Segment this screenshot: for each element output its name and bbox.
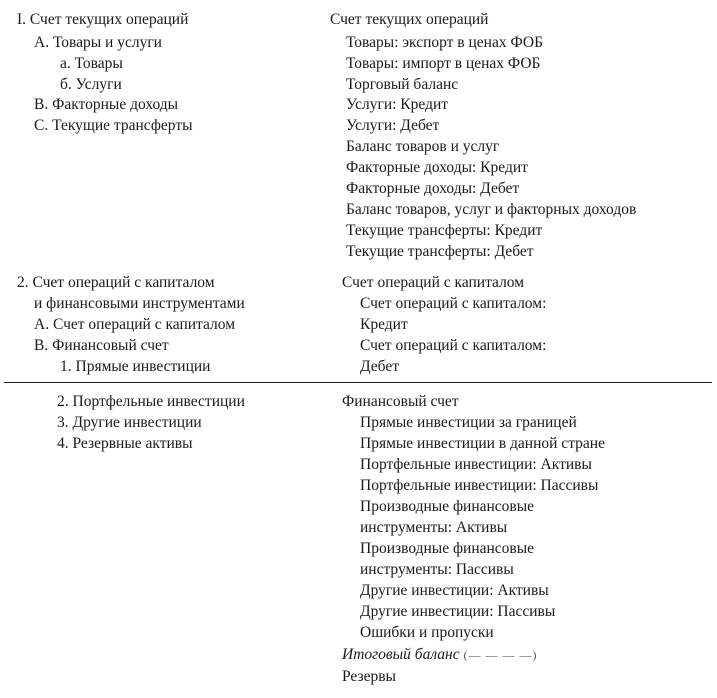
overall-balance-note: (— — — —) [463,648,538,662]
goods-services-balance-line: Баланс товаров и услуг [346,138,500,155]
derivatives-liabilities-line: инструменты: Пассивы [360,561,514,578]
factor-income-credit-line: Факторные доходы: Кредит [346,159,528,176]
goods-label: а. Товары [60,55,123,72]
financial-instruments-label: и финансовыми инструментами [34,295,245,312]
goods-exports-line: Товары: экспорт в ценах ФОБ [346,34,544,51]
derivatives-liabilities-title-line: Производные финансовые [360,540,535,557]
derivatives-assets-title-line: Производные финансовые [360,498,535,515]
services-label: б. Услуги [60,76,122,93]
direct-investment-label: 1. Прямые инвестиции [60,358,211,375]
capital-credit-title-line: Счет операций с капиталом: [360,295,547,312]
other-investment-liabilities-line: Другие инвестиции: Пассивы [360,603,556,620]
financial-account-right-heading: Финансовый счет [342,393,459,410]
other-investment-label: 3. Другие инвестиции [57,414,202,431]
capital-credit-line: Кредит [360,316,408,333]
capital-operations-label: А. Счет операций с капиталом [34,316,236,333]
trade-balance-line: Торговый баланс [346,76,459,93]
other-investment-assets-line: Другие инвестиции: Активы [360,582,549,599]
current-account-heading: I. Счет текущих операций [17,11,189,28]
factor-income-label: В. Факторные доходы [34,96,179,113]
portfolio-investment-label: 2. Портфельные инвестиции [57,393,245,410]
reserve-assets-label: 4. Резервные активы [57,435,193,452]
overall-balance-line [342,645,537,665]
overall-balance-label: Итоговый баланс [342,646,460,663]
transfers-debit-line: Текущие трансферты: Дебет [346,243,534,260]
transfers-credit-line: Текущие трансферты: Кредит [346,222,543,239]
direct-investment-abroad-line: Прямые инвестиции за границей [360,414,577,431]
goods-imports-line: Товары: импорт в ценах ФОБ [346,55,541,72]
capital-debit-line: Дебет [360,358,399,375]
capital-debit-title-line: Счет операций с капиталом: [360,337,547,354]
financial-account-label: В. Финансовый счет [34,337,169,354]
direct-investment-domestic-line: Прямые инвестиции в данной стране [360,435,605,452]
capital-account-heading: 2. Счет операций с капиталом [17,274,215,291]
factor-income-debit-line: Факторные доходы: Дебет [346,180,520,197]
capital-account-right-heading: Счет операций с капиталом [342,274,525,291]
portfolio-liabilities-line: Портфельные инвестиции: Пассивы [360,477,599,494]
services-credit-line: Услуги: Кредит [346,96,449,113]
services-debit-line: Услуги: Дебет [346,117,440,134]
goods-and-services-label: А. Товары и услуги [34,34,162,51]
section-divider [4,382,712,383]
current-account-right-heading: Счет текущих операций [330,11,489,28]
reserves-line: Резервы [342,668,396,685]
errors-omissions-line: Ошибки и пропуски [360,624,494,641]
portfolio-assets-line: Портфельные инвестиции: Активы [360,456,592,473]
current-transfers-label: С. Текущие трансферты [34,117,193,134]
goods-services-income-balance-line: Баланс товаров, услуг и факторных доходов [346,201,637,218]
derivatives-assets-line: инструменты: Активы [360,519,508,536]
